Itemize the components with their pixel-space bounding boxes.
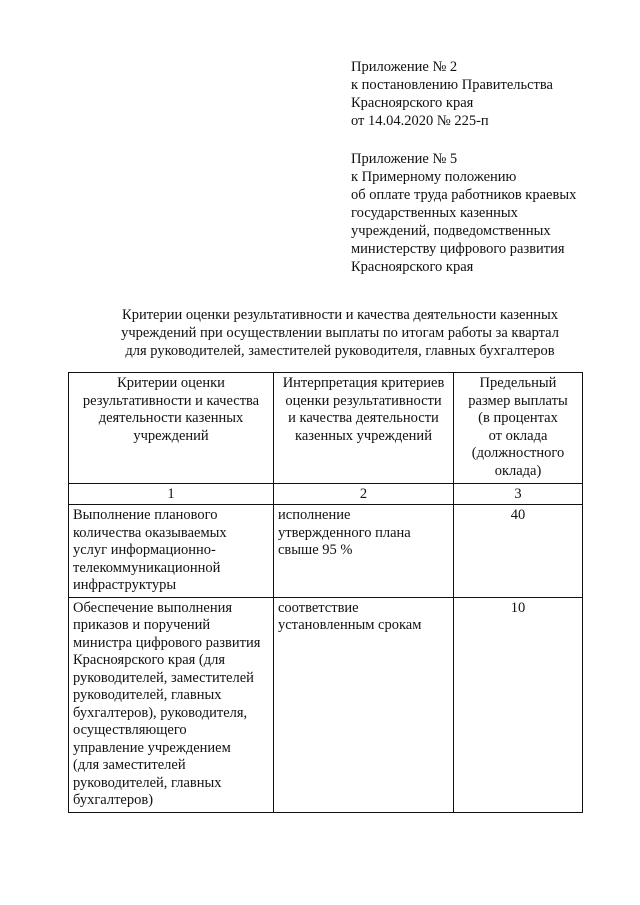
header-line: оценки результативности: [285, 392, 442, 409]
header-line: оклада): [494, 462, 542, 479]
title-line: Критерии оценки результативности и качества деятельности казенных: [122, 307, 558, 323]
criterion-line: Красноярского края (для: [73, 652, 226, 668]
criterion-line: приказов и поручений: [73, 617, 211, 633]
appendix-2-line: Красноярского края: [351, 95, 474, 111]
appendix-2-line: к постановлению Правительства: [351, 77, 553, 93]
appendix-5-line: учреждений, подведомственных: [351, 223, 551, 239]
criterion-line: (для заместителей: [73, 757, 186, 773]
table-row: [69, 597, 583, 812]
appendix-2-line: от 14.04.2020 № 225-п: [351, 113, 489, 129]
interpretation-line: соответствие: [278, 599, 359, 616]
appendix-2-header: [351, 58, 553, 130]
interpretation-line: исполнение: [278, 507, 351, 523]
header-line: Предельный: [479, 375, 557, 391]
header-interpretation: [274, 373, 454, 484]
criteria-table: [68, 372, 583, 813]
title-line: учреждений при осуществлении выплаты по итогам работы за квартал: [121, 325, 559, 341]
header-line: учреждений: [133, 427, 209, 444]
criterion-line: бухгалтеров): [73, 792, 154, 808]
document-title: [60, 306, 620, 360]
header-line: казенных учреждений: [295, 427, 432, 444]
header-line: Интерпретация критериев: [282, 375, 445, 391]
header-line: деятельности казенных: [98, 410, 244, 426]
appendix-5-line: министерству цифрового развития: [351, 241, 565, 257]
appendix-5-header: [351, 150, 576, 276]
header-line: размер выплаты: [468, 392, 568, 409]
interpretation-cell: [274, 505, 454, 598]
table-header-row: [69, 373, 583, 484]
interpretation-line: установленным срокам: [278, 617, 422, 633]
criterion-line: бухгалтеров), руководителя,: [73, 704, 248, 721]
criterion-line: Обеспечение выполнения: [73, 599, 233, 616]
criterion-line: министра цифрового развития: [73, 634, 261, 651]
appendix-2-line: Приложение № 2: [351, 59, 458, 75]
value-cell: 10: [454, 597, 583, 812]
column-number: 3: [454, 484, 583, 505]
table-row: [69, 505, 583, 598]
header-line: результативности и качества: [82, 392, 260, 409]
appendix-5-line: к Примерному положению: [351, 169, 517, 185]
appendix-5-line: Приложение № 5: [351, 151, 458, 167]
appendix-5-line: Красноярского края: [351, 259, 474, 275]
criterion-line: услуг информационно-: [73, 542, 216, 558]
appendix-5-line: об оплате труда работников краевых: [351, 187, 577, 203]
interpretation-line: свыше 95 %: [278, 542, 353, 558]
criterion-line: управление учреждением: [73, 739, 231, 756]
header-line: Критерии оценки: [117, 375, 225, 391]
header-line: и качества деятельности: [288, 410, 439, 426]
column-number: 1: [69, 484, 274, 505]
criterion-cell: [69, 597, 274, 812]
criterion-cell: [69, 505, 274, 598]
criterion-line: руководителей, главных: [73, 687, 222, 703]
criterion-line: телекоммуникационной: [73, 559, 221, 576]
criterion-line: инфраструктуры: [73, 577, 177, 593]
header-max-payment: [454, 373, 583, 484]
header-line: (должностного: [471, 445, 565, 461]
header-line: от оклада: [488, 427, 548, 444]
interpretation-cell: [274, 597, 454, 812]
criterion-line: руководителей, заместителей: [73, 669, 254, 686]
column-number: 2: [274, 484, 454, 505]
criterion-line: Выполнение планового: [73, 507, 218, 523]
title-line: для руководителей, заместителей руководителя, главных бухгалтеров: [125, 343, 555, 359]
interpretation-line: утвержденного плана: [278, 524, 411, 541]
value-cell: 40: [454, 505, 583, 598]
header-criteria: [69, 373, 274, 484]
criterion-line: количества оказываемых: [73, 524, 227, 541]
criterion-line: руководителей, главных: [73, 774, 222, 791]
header-line: (в процентах: [478, 410, 558, 426]
appendix-5-line: государственных казенных: [351, 205, 518, 221]
criterion-line: осуществляющего: [73, 722, 187, 738]
column-number-row: [69, 484, 583, 505]
